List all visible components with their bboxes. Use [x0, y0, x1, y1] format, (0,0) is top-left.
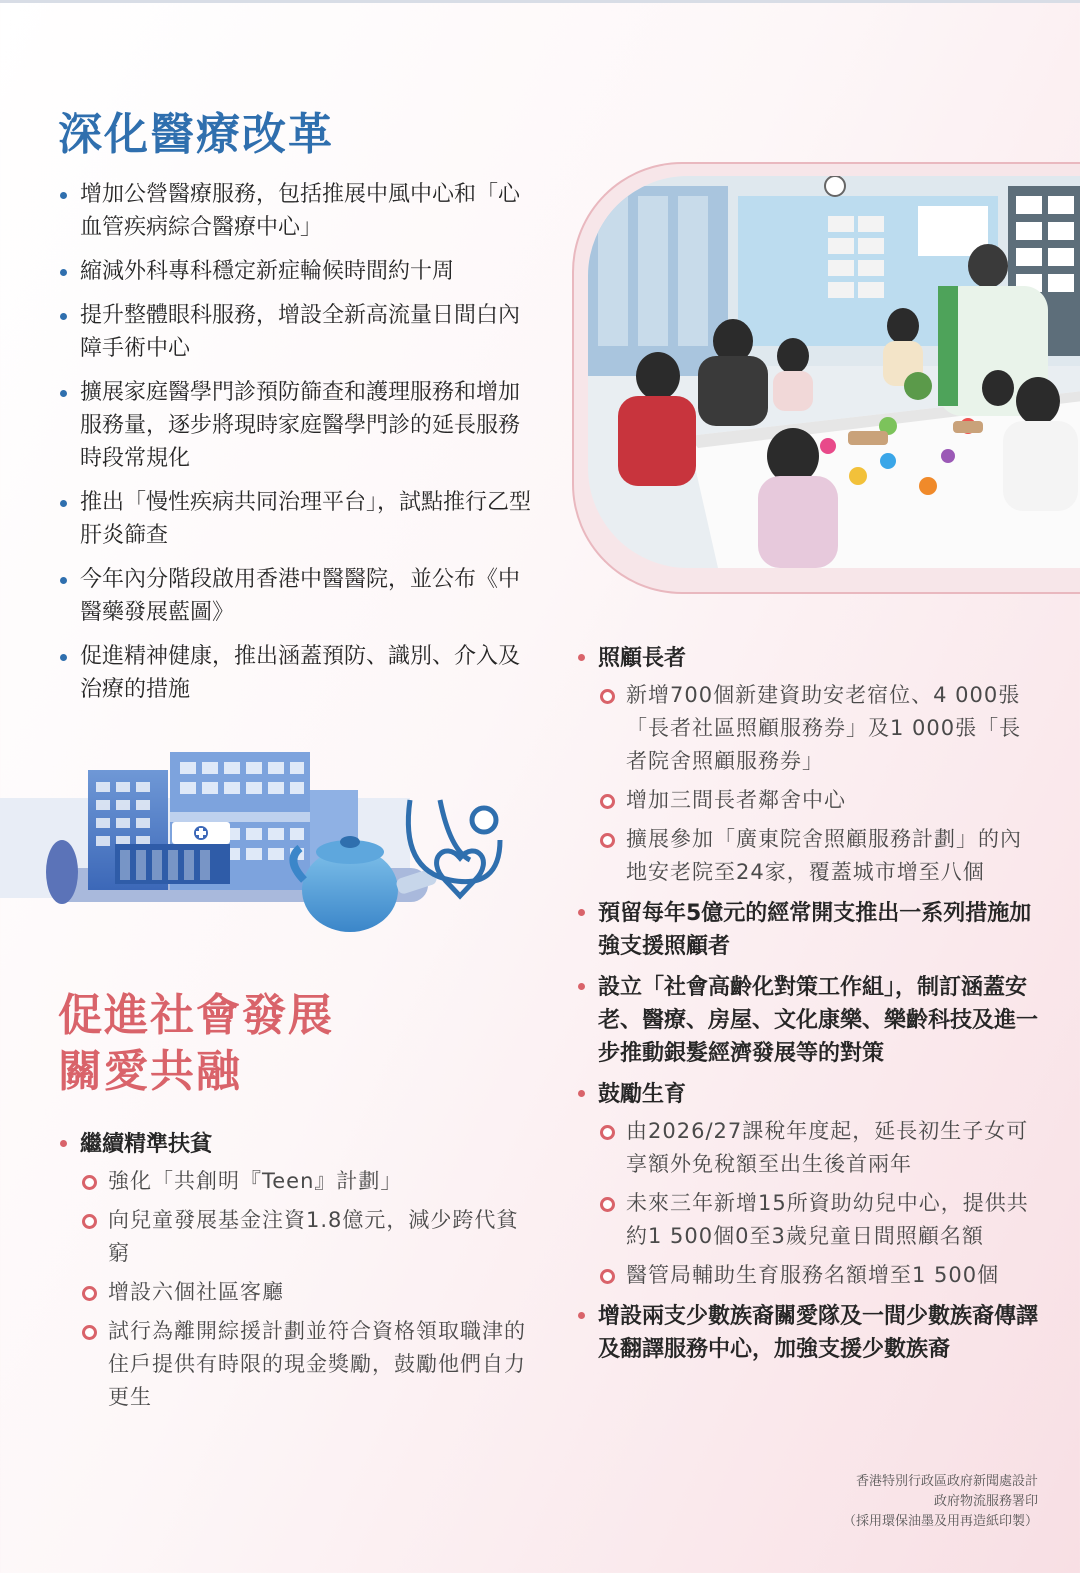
health-section-title: 深化醫療改革: [58, 109, 334, 160]
birth-item: [576, 1078, 1041, 1292]
social-left-list: [58, 1128, 538, 1422]
health-item: 推出「慢性疾病共同治理平台」，試點推行乙型肝炎篩查: [58, 486, 538, 552]
social-title-line2: 關愛共融: [58, 1046, 242, 1097]
credits-line3: （採用環保油墨及用再造紙印製）: [842, 1514, 1038, 1529]
birth-label: 鼓勵生育: [598, 1082, 687, 1107]
birth-subitem: 醫管局輔助生育服務名額增至1 500個: [598, 1259, 1041, 1292]
poverty-label: 繼續精準扶貧: [80, 1132, 213, 1157]
poverty-sublist: [80, 1165, 538, 1414]
poverty-item: [58, 1128, 538, 1414]
social-section-title: [58, 988, 334, 1100]
health-list: [58, 178, 538, 717]
poverty-subitem: 增設六個社區客廳: [80, 1276, 538, 1309]
social-right-list: [576, 642, 1041, 1374]
elderly-label: 照顧長者: [598, 646, 687, 671]
credits-line1: 香港特別行政區政府新聞處設計: [855, 1474, 1038, 1489]
birth-subitem: 未來三年新增15所資助幼兒中心，提供共約1 500個0至3歲兒童日間照顧名額: [598, 1187, 1041, 1253]
poverty-subitem: 強化「共創明『Teen』計劃」: [80, 1165, 538, 1198]
birth-subitem: 由2026/27課稅年度起，延長初生子女可享額外免稅額至出生後首兩年: [598, 1115, 1041, 1181]
elderly-subitem: 擴展參加「廣東院舍照顧服務計劃」的內地安老院至24家，覆蓋城市增至八個: [598, 823, 1041, 889]
health-item: 增加公營醫療服務，包括推展中風中心和「心血管疾病綜合醫療中心」: [58, 178, 538, 244]
health-item: 擴展家庭醫學門診預防篩查和護理服務和增加服務量，逐步將現時家庭醫學門診的延長服務時段常規化: [58, 376, 538, 475]
health-item: 提升整體眼科服務，增設全新高流量日間白內障手術中心: [58, 299, 538, 365]
photo-scene: [588, 176, 1080, 568]
top-divider: [0, 0, 1080, 3]
ageing-item: [576, 971, 1041, 1070]
credits-line2: 政府物流服務署印: [933, 1494, 1038, 1509]
social-title-line1: 促進社會發展: [58, 990, 334, 1041]
elderly-subitem: 增加三間長者鄰舍中心: [598, 784, 1041, 817]
health-item: 縮減外科專科穩定新症輪候時間約十周: [58, 255, 538, 288]
poverty-subitem: 試行為離開綜援計劃並符合資格領取職津的住戶提供有時限的現金獎勵，鼓勵他們自力更生: [80, 1315, 538, 1414]
health-item: 今年內分階段啟用香港中醫醫院，並公布《中醫藥發展藍圖》: [58, 563, 538, 629]
poverty-subitem: 向兒童發展基金注資1.8億元，減少跨代貧窮: [80, 1204, 538, 1270]
credits: [843, 1472, 1038, 1532]
hospital-teapot-stethoscope-graphic: [0, 740, 540, 940]
carers-text: 預留每年5億元的經常開支推出一系列措施加強支援照顧者: [598, 901, 1032, 959]
elderly-item: [576, 642, 1041, 889]
health-item: 促進精神健康，推出涵蓋預防、識別、介入及治療的措施: [58, 640, 538, 706]
children-activity-photo: [588, 176, 1080, 568]
minorities-item: [576, 1300, 1041, 1366]
hospital-illustration: [0, 740, 540, 940]
birth-sublist: [598, 1115, 1041, 1292]
elderly-sublist: [598, 679, 1041, 889]
ageing-text: 設立「社會高齡化對策工作組」，制訂涵蓋安老、醫療、房屋、文化康樂、樂齡科技及進一步推動銀髮經濟發展等的對策: [598, 975, 1039, 1066]
minorities-text: 增設兩支少數族裔關愛隊及一間少數族裔傳譯及翻譯服務中心，加強支援少數族裔: [598, 1304, 1039, 1362]
carers-item: [576, 897, 1041, 963]
elderly-subitem: 新增700個新建資助安老宿位、4 000張「長者社區照顧服務券」及1 000張「長者院舍照顧服務券」: [598, 679, 1041, 778]
